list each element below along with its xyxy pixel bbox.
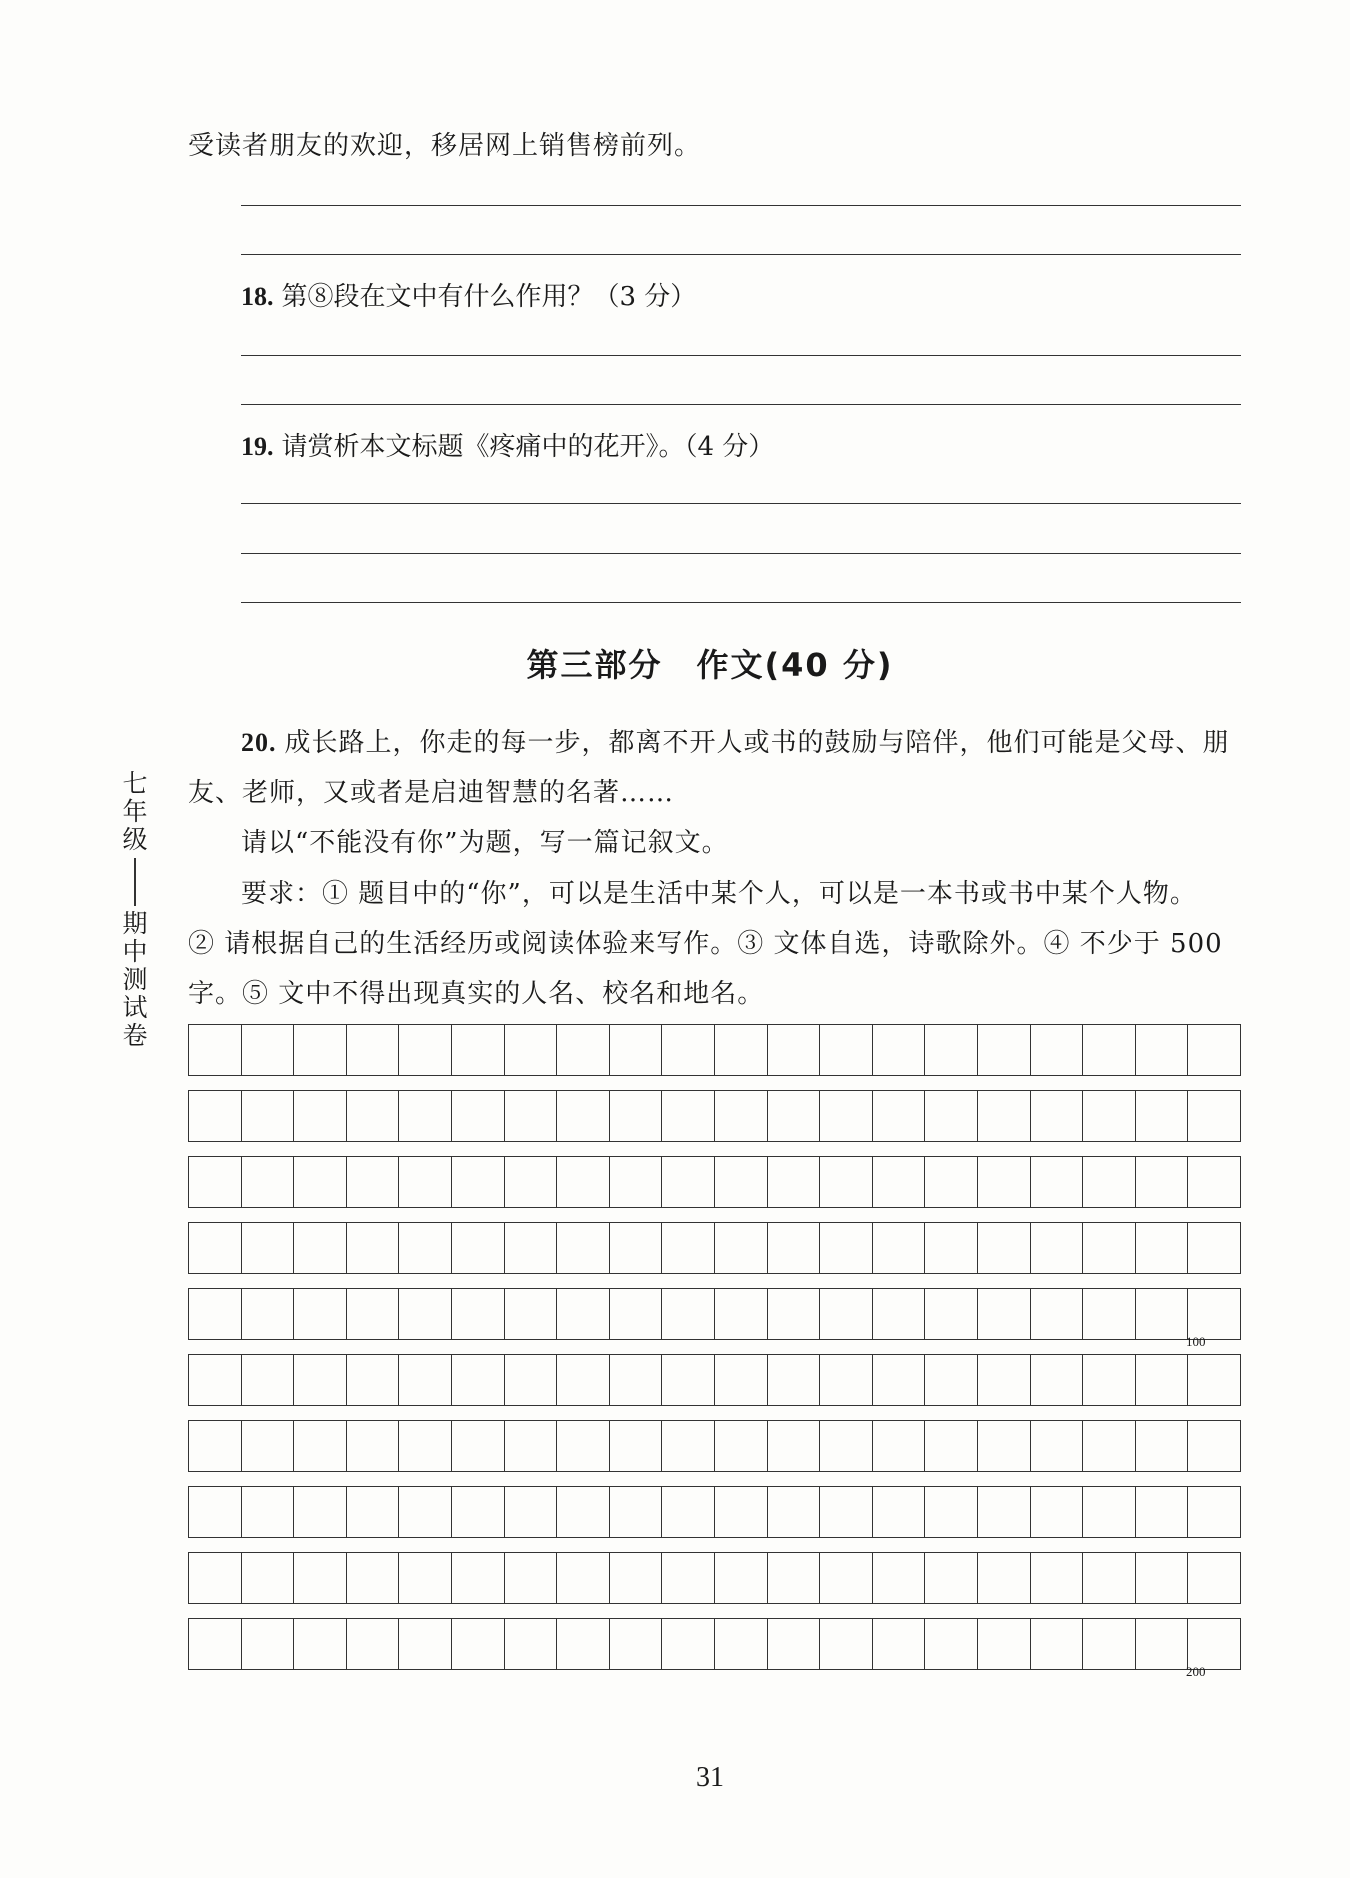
grid-cell[interactable] [820,1223,873,1273]
grid-cell[interactable] [1136,1553,1189,1603]
grid-cell[interactable] [452,1157,505,1207]
word-count-marker-100: 100 [1186,1334,1206,1349]
grid-cell[interactable] [610,1355,663,1405]
answer-line [241,602,1241,603]
grid-cell[interactable] [1136,1487,1189,1537]
grid-row [188,1486,1241,1538]
grid-cell[interactable] [1031,1487,1084,1537]
grid-cell[interactable] [452,1289,505,1339]
grid-row [188,1090,1241,1142]
grid-cell[interactable] [347,1553,400,1603]
question-20-line4: 要求：① 题目中的“你”，可以是生活中某个人，可以是一本书或书中某个人物。 [241,879,1197,909]
grid-cell[interactable] [294,1091,347,1141]
grid-cell[interactable] [925,1289,978,1339]
grid-cell[interactable] [662,1157,715,1207]
grid-cell[interactable] [505,1487,558,1537]
grid-cell[interactable] [715,1487,768,1537]
grid-cell[interactable] [452,1091,505,1141]
grid-cell[interactable] [189,1091,242,1141]
grid-cell[interactable] [1031,1619,1084,1669]
grid-cell[interactable] [768,1487,821,1537]
grid-cell[interactable] [1136,1289,1189,1339]
grid-cell[interactable] [557,1355,610,1405]
grid-cell[interactable] [505,1289,558,1339]
grid-cell[interactable] [1188,1553,1240,1603]
grid-cell[interactable] [1136,1025,1189,1075]
grid-cell[interactable] [873,1487,926,1537]
grid-cell[interactable] [505,1025,558,1075]
grid-cell[interactable] [505,1091,558,1141]
grid-cell[interactable] [1031,1157,1084,1207]
grid-cell[interactable] [1031,1025,1084,1075]
grid-cell[interactable] [978,1157,1031,1207]
grid-cell[interactable] [1188,1487,1240,1537]
grid-row [188,1420,1241,1472]
grid-cell[interactable] [242,1619,295,1669]
grid-cell[interactable] [557,1487,610,1537]
grid-cell[interactable] [1083,1355,1136,1405]
grid-cell[interactable] [662,1421,715,1471]
grid-cell[interactable] [978,1091,1031,1141]
grid-cell[interactable] [399,1025,452,1075]
grid-cell[interactable] [925,1157,978,1207]
grid-cell[interactable] [662,1091,715,1141]
grid-cell[interactable] [715,1157,768,1207]
side-grade: 七年级 [122,769,148,854]
question-text: 成长路上，你走的每一步，都离不开人或书的鼓励与陪伴，他们可能是父母、朋 [284,728,1230,758]
word-count-marker-200: 200 [1186,1664,1206,1679]
grid-cell[interactable] [1188,1421,1240,1471]
grid-cell[interactable] [1136,1091,1189,1141]
grid-cell[interactable] [189,1289,242,1339]
grid-cell[interactable] [610,1223,663,1273]
grid-cell[interactable] [242,1421,295,1471]
grid-cell[interactable] [399,1157,452,1207]
grid-cell[interactable] [925,1091,978,1141]
question-20-line5: ② 请根据自己的生活经历或阅读体验来写作。③ 文体自选，诗歌除外。④ 不少于 500 [188,929,1223,959]
grid-cell[interactable] [242,1157,295,1207]
grid-cell[interactable] [715,1619,768,1669]
grid-cell[interactable] [978,1421,1031,1471]
grid-cell[interactable] [978,1289,1031,1339]
grid-cell[interactable] [242,1553,295,1603]
grid-cell[interactable] [347,1619,400,1669]
grid-cell[interactable] [715,1025,768,1075]
grid-cell[interactable] [873,1421,926,1471]
grid-cell[interactable] [873,1091,926,1141]
grid-cell[interactable] [1136,1157,1189,1207]
grid-cell[interactable] [294,1289,347,1339]
grid-row [188,1024,1241,1076]
grid-cell[interactable] [1136,1355,1189,1405]
grid-cell[interactable] [505,1421,558,1471]
grid-cell[interactable] [189,1421,242,1471]
question-20-line2: 友、老师，又或者是启迪智慧的名著…… [188,778,675,808]
grid-cell[interactable] [347,1289,400,1339]
grid-cell[interactable] [505,1157,558,1207]
grid-cell[interactable] [978,1355,1031,1405]
grid-cell[interactable] [925,1619,978,1669]
grid-cell[interactable] [294,1157,347,1207]
grid-cell[interactable] [557,1289,610,1339]
grid-cell[interactable] [557,1619,610,1669]
grid-cell[interactable] [347,1487,400,1537]
grid-cell[interactable] [715,1289,768,1339]
grid-cell[interactable] [1083,1025,1136,1075]
grid-cell[interactable] [978,1553,1031,1603]
grid-cell[interactable] [715,1421,768,1471]
grid-cell[interactable] [662,1355,715,1405]
grid-cell[interactable] [662,1025,715,1075]
section-title: 第三部分 作文(40 分) [526,646,894,684]
grid-cell[interactable] [978,1619,1031,1669]
grid-cell[interactable] [925,1025,978,1075]
grid-cell[interactable] [242,1025,295,1075]
grid-cell[interactable] [873,1025,926,1075]
grid-cell[interactable] [347,1025,400,1075]
grid-cell[interactable] [1083,1421,1136,1471]
grid-cell[interactable] [925,1553,978,1603]
grid-cell[interactable] [768,1553,821,1603]
grid-cell[interactable] [189,1553,242,1603]
grid-cell[interactable] [768,1421,821,1471]
grid-cell[interactable] [242,1223,295,1273]
grid-cell[interactable] [399,1091,452,1141]
grid-cell[interactable] [399,1619,452,1669]
grid-cell[interactable] [294,1421,347,1471]
answer-line [241,503,1241,504]
grid-cell[interactable] [662,1487,715,1537]
grid-cell[interactable] [1031,1553,1084,1603]
grid-cell[interactable] [610,1289,663,1339]
grid-cell[interactable] [820,1553,873,1603]
grid-cell[interactable] [1083,1289,1136,1339]
grid-cell[interactable] [452,1421,505,1471]
grid-cell[interactable] [1083,1091,1136,1141]
grid-cell[interactable] [768,1289,821,1339]
grid-cell[interactable] [505,1355,558,1405]
continued-text: 受读者朋友的欢迎，移居网上销售榜前列。 [188,131,702,161]
side-label [118,770,152,1050]
grid-cell[interactable] [873,1619,926,1669]
grid-cell[interactable] [610,1025,663,1075]
grid-cell[interactable] [242,1289,295,1339]
grid-cell[interactable] [557,1025,610,1075]
grid-cell[interactable] [925,1421,978,1471]
side-divider [134,858,136,906]
grid-cell[interactable] [978,1025,1031,1075]
grid-cell[interactable] [399,1553,452,1603]
grid-cell[interactable] [1083,1487,1136,1537]
grid-cell[interactable] [347,1223,400,1273]
grid-cell[interactable] [1188,1355,1240,1405]
grid-cell[interactable] [347,1355,400,1405]
grid-cell[interactable] [294,1025,347,1075]
question-19 [241,426,774,463]
answer-line [241,355,1241,356]
grid-cell[interactable] [1188,1025,1240,1075]
grid-cell[interactable] [557,1553,610,1603]
question-18 [241,276,696,313]
grid-cell[interactable] [978,1487,1031,1537]
question-text: 请赏析本文标题《疼痛中的花开》。（4 分） [281,432,775,462]
grid-cell[interactable] [399,1355,452,1405]
question-20-line6: 字。⑤ 文中不得出现真实的人名、校名和地名。 [188,979,765,1009]
grid-cell[interactable] [452,1355,505,1405]
grid-cell[interactable] [1188,1289,1240,1339]
answer-line [241,254,1241,255]
grid-cell[interactable] [1136,1421,1189,1471]
grid-cell[interactable] [820,1157,873,1207]
grid-cell[interactable] [873,1157,926,1207]
answer-line [241,205,1241,206]
grid-cell[interactable] [294,1355,347,1405]
grid-cell[interactable] [452,1487,505,1537]
grid-cell[interactable] [294,1619,347,1669]
grid-cell[interactable] [242,1487,295,1537]
grid-cell[interactable] [1083,1553,1136,1603]
grid-cell[interactable] [294,1487,347,1537]
grid-cell[interactable] [1188,1157,1240,1207]
grid-cell[interactable] [715,1091,768,1141]
grid-cell[interactable] [925,1223,978,1273]
grid-cell[interactable] [189,1223,242,1273]
grid-cell[interactable] [347,1091,400,1141]
grid-cell[interactable] [820,1091,873,1141]
grid-cell[interactable] [189,1157,242,1207]
grid-cell[interactable] [610,1091,663,1141]
grid-cell[interactable] [978,1223,1031,1273]
grid-cell[interactable] [873,1223,926,1273]
grid-cell[interactable] [820,1289,873,1339]
grid-cell[interactable] [452,1223,505,1273]
grid-cell[interactable] [452,1619,505,1669]
grid-row [188,1288,1241,1340]
answer-line [241,553,1241,554]
grid-row [188,1618,1241,1670]
grid-cell[interactable] [399,1421,452,1471]
grid-cell[interactable] [347,1421,400,1471]
grid-cell[interactable] [873,1553,926,1603]
grid-row [188,1354,1241,1406]
grid-cell[interactable] [505,1553,558,1603]
grid-cell[interactable] [1188,1223,1240,1273]
question-number: 18. [241,282,274,311]
grid-cell[interactable] [1031,1223,1084,1273]
grid-cell[interactable] [610,1619,663,1669]
grid-cell[interactable] [242,1355,295,1405]
grid-cell[interactable] [873,1355,926,1405]
grid-cell[interactable] [768,1223,821,1273]
grid-cell[interactable] [820,1421,873,1471]
grid-cell[interactable] [1136,1619,1189,1669]
grid-cell[interactable] [610,1157,663,1207]
grid-cell[interactable] [557,1157,610,1207]
question-number: 20. [241,728,277,757]
grid-cell[interactable] [768,1025,821,1075]
page-number: 31 [696,1762,724,1793]
grid-cell[interactable] [1188,1619,1240,1669]
grid-cell[interactable] [294,1553,347,1603]
grid-cell[interactable] [820,1487,873,1537]
grid-cell[interactable] [189,1487,242,1537]
grid-cell[interactable] [189,1619,242,1669]
grid-cell[interactable] [399,1223,452,1273]
grid-cell[interactable] [768,1619,821,1669]
grid-cell[interactable] [242,1091,295,1141]
question-text: 第⑧段在文中有什么作用？（3 分） [281,282,697,312]
grid-cell[interactable] [1031,1091,1084,1141]
grid-row [188,1552,1241,1604]
grid-cell[interactable] [610,1421,663,1471]
grid-row [188,1156,1241,1208]
grid-cell[interactable] [505,1619,558,1669]
grid-cell[interactable] [505,1223,558,1273]
side-exam: 期中测试卷 [122,909,148,1050]
grid-cell[interactable] [662,1619,715,1669]
grid-cell[interactable] [715,1355,768,1405]
grid-cell[interactable] [820,1619,873,1669]
grid-cell[interactable] [610,1553,663,1603]
grid-cell[interactable] [1083,1223,1136,1273]
grid-cell[interactable] [715,1223,768,1273]
grid-cell[interactable] [294,1223,347,1273]
grid-cell[interactable] [557,1421,610,1471]
question-20-line3: 请以“不能没有你”为题，写一篇记叙文。 [241,828,729,858]
grid-cell[interactable] [452,1553,505,1603]
grid-cell[interactable] [715,1553,768,1603]
question-number: 19. [241,432,274,461]
grid-cell[interactable] [873,1289,926,1339]
grid-cell[interactable] [1031,1421,1084,1471]
grid-cell[interactable] [1083,1619,1136,1669]
grid-cell[interactable] [1083,1157,1136,1207]
grid-cell[interactable] [189,1355,242,1405]
grid-cell[interactable] [399,1289,452,1339]
grid-cell[interactable] [452,1025,505,1075]
question-20-line1 [241,722,1230,759]
grid-cell[interactable] [820,1355,873,1405]
grid-cell[interactable] [768,1355,821,1405]
grid-cell[interactable] [1031,1289,1084,1339]
grid-cell[interactable] [399,1487,452,1537]
grid-cell[interactable] [1136,1223,1189,1273]
grid-cell[interactable] [820,1025,873,1075]
grid-cell[interactable] [662,1289,715,1339]
grid-cell[interactable] [347,1157,400,1207]
grid-cell[interactable] [189,1025,242,1075]
grid-cell[interactable] [925,1355,978,1405]
grid-row [188,1222,1241,1274]
grid-cell[interactable] [1188,1091,1240,1141]
grid-cell[interactable] [925,1487,978,1537]
grid-cell[interactable] [557,1091,610,1141]
grid-cell[interactable] [768,1157,821,1207]
grid-cell[interactable] [662,1223,715,1273]
grid-cell[interactable] [662,1553,715,1603]
answer-line [241,404,1241,405]
grid-cell[interactable] [557,1223,610,1273]
grid-cell[interactable] [1031,1355,1084,1405]
grid-cell[interactable] [610,1487,663,1537]
grid-cell[interactable] [768,1091,821,1141]
